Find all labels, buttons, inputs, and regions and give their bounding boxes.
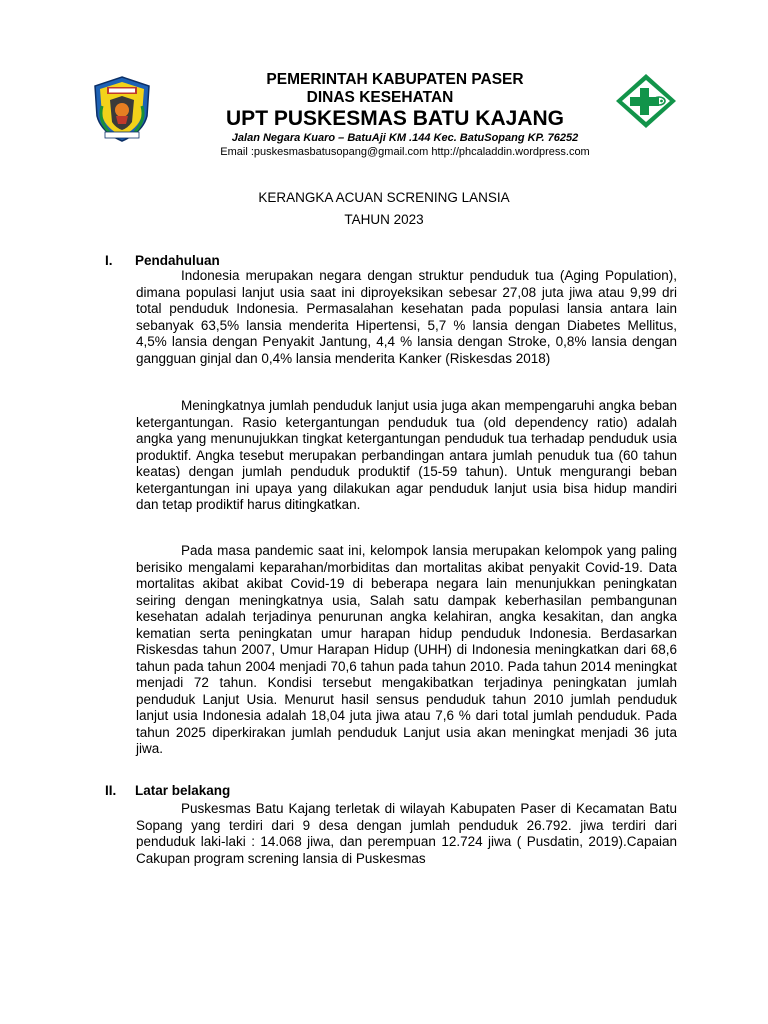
section-number: I. — [105, 253, 113, 268]
document-title: KERANGKA ACUAN SCRENING LANSIA — [258, 190, 510, 205]
header-government: PEMERINTAH KABUPATEN PASER — [266, 71, 524, 88]
puskesmas-cross-logo-icon — [614, 72, 678, 130]
header-contact: Email :puskesmasbatusopang@gmail.com http://phcaladdin.wordpress.com — [220, 146, 590, 158]
document-year: TAHUN 2023 — [344, 212, 424, 227]
header-address: Jalan Negara Kuaro – BatuAji KM .144 Kec. BatuSopang KP. 76252 — [231, 132, 579, 144]
letterhead — [160, 70, 610, 159]
paragraph: Indonesia merupakan negara dengan struktur penduduk tua (Aging Population), dimana populasi lanjut usia saat ini diproyeksikan sebesar 27,08 juta jiwa atau 9,99 dri total penduduk Indonesia. Permasalahan kesehatan pada populasi lansia antara lain sebanyak 63,5% lansia menderita Hipertensi, 5,7 % lansia dengan Diabetes Mellitus, 4,5% lansia dengan Penyakit Jantung, 4,4 % lansia dengan Stroke, 0,8% lansia dengan gangguan ginjal dan 0,4% lansia menderita Kanker (Riskesdas 2018) — [136, 268, 677, 366]
section-number: II. — [105, 783, 117, 798]
section-title: Latar belakang — [135, 783, 231, 798]
header-department: DINAS KESEHATAN — [306, 89, 454, 106]
section-heading-latar-belakang — [105, 783, 230, 798]
header-institution: UPT PUSKESMAS BATU KAJANG — [226, 107, 564, 130]
section-title: Pendahuluan — [135, 253, 220, 268]
paragraph: Pada masa pandemic saat ini, kelompok lansia merupakan kelompok yang paling berisiko mengalami keparahan/morbiditas dan mortalitas akibat penyakit Covid-19. Data mortalitas akibat akibat Covid-19 di beberapa negara lain menunjukkan peningkatan seiring dengan meningkatnya usia, Salah satu dampak keberhasilan pembangunan kesehatan adalah terjadinya penurunan angka kelahiran, angka kesakitan, dan angka kematian serta peningkatan umur harapan hidup penduduk Indonesia. Berdasarkan Riskesdas tahun 2007, Umur Harapan Hidup (UHH) di Indonesia meningkatkan dari 68,6 tahun pada tahun 2004 menjadi 70,6 tahun pada tahun 2010. Pada tahun 2014 meningkat menjadi 72 tahun. Kondisi tersebut mengakibatkan terjadinya peningkatan jumlah penduduk Lanjut Usia. Menurut hasil sensus penduduk tahun 2010 jumlah penduduk lanjut usia Indonesia adalah 18,04 juta jiwa atau 7,6 % dari total jumlah penduduk. Pada tahun 2025 diperkirakan jumlah penduduk Lanjut usia akan meningkat menjadi 36 juta jiwa. — [136, 543, 677, 756]
kabupaten-paser-emblem-icon — [93, 76, 151, 142]
section-heading-pendahuluan — [105, 253, 220, 268]
paragraph: Puskesmas Batu Kajang terletak di wilayah Kabupaten Paser di Kecamatan Batu Sopang yang terdiri dari 9 desa dengan jumlah penduduk 26.792. jiwa terdiri dari penduduk laki-laki : 14.068 jiwa, dan perempuan 12.724 jiwa ( Pusdatin, 2019).Capaian Cakupan program screning lansia di Puskesmas — [136, 801, 677, 866]
paragraph: Meningkatnya jumlah penduduk lanjut usia juga akan mempengaruhi angka beban ketergantungan. Rasio ketergantungan penduduk tua (old dependency ratio) adalah angka yang menunujukkan tingkat ketergantungan penduduk tua terhadap penduduk usia produktif. Angka tesebut merupakan perbandingan antara jumlah penuduk tua (60 tahun keatas) dengan jumlah penduduk produktif (15-59 tahun). Untuk mengurangi beban ketergantungan ini upaya yang dilakukan agar penduduk lanjut usia bisa hidup mandiri dan tetap prodiktif harus ditingkatkan. — [136, 398, 677, 512]
